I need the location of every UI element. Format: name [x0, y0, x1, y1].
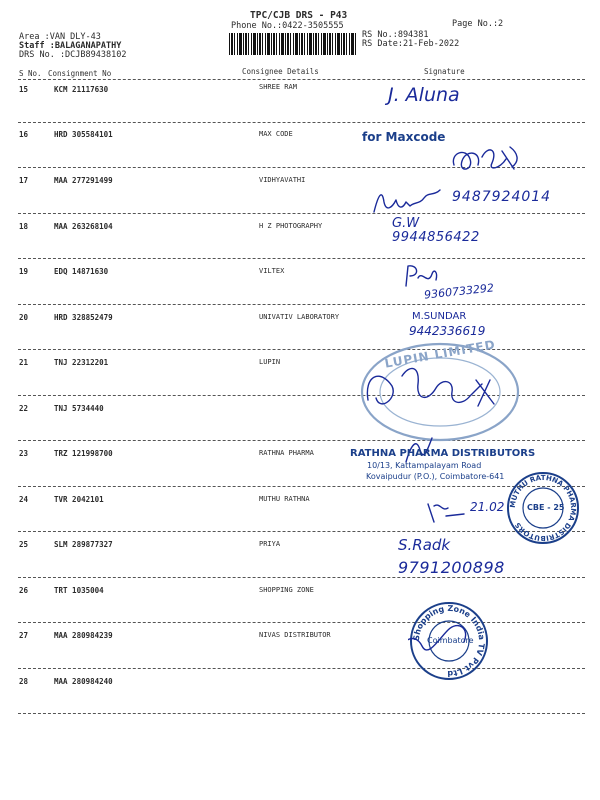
muthu-seal-outer-text: MUTHU RATHNA PHARMA DISTRIBUTORS — [508, 473, 578, 543]
consignment-number: TVR 2042101 — [54, 495, 104, 504]
column-consignee: Consignee Details — [242, 67, 319, 76]
consignment-number: SLM 289877327 — [54, 540, 113, 549]
row-divider — [18, 304, 585, 305]
signature-row-24-icon — [424, 498, 468, 526]
serial-number: 21 — [19, 358, 29, 367]
serial-number: 23 — [19, 449, 29, 458]
page-number: Page No.:2 — [452, 19, 504, 29]
drs-number: DRS No. :DCJB89438102 — [19, 50, 127, 60]
serial-number: 27 — [19, 631, 29, 640]
serial-number: 15 — [19, 85, 29, 94]
area-label: Area :VAN DLY-43 — [19, 32, 101, 42]
consignee-name: LUPIN — [259, 358, 281, 366]
name-row-18: G.W — [392, 216, 420, 231]
shopping-seal-center-text: Coimbatore — [427, 636, 474, 645]
serial-number: 28 — [19, 677, 29, 686]
serial-number: 25 — [19, 540, 29, 549]
consignment-number: TNJ 5734440 — [54, 404, 104, 413]
rathna-stamp-line1: RATHNA PHARMA DISTRIBUTORS — [350, 448, 536, 459]
consignment-number: EDQ 14871630 — [54, 267, 109, 276]
consignee-name: NIVAS DISTRIBUTOR — [259, 631, 331, 639]
consignment-number: MAA 277291499 — [54, 176, 113, 185]
consignment-number: TRZ 121998700 — [54, 449, 113, 458]
consignee-name: RATHNA PHARMA — [259, 449, 314, 457]
consignment-number: MAA 280984240 — [54, 677, 113, 686]
name-row-25: S.Radk — [398, 536, 451, 554]
phone-row-20: 9442336619 — [409, 324, 486, 338]
header-divider — [18, 79, 585, 80]
phone-row-17: 9487924014 — [452, 189, 552, 205]
consignment-number: HRD 305584101 — [54, 130, 113, 139]
rs-number: RS No.:894381 — [362, 30, 429, 40]
consignee-name: VILTEX — [259, 267, 285, 275]
consignee-name: SHOPPING ZONE — [259, 586, 314, 594]
column-signature: Signature — [424, 67, 465, 76]
staff-key: Staff : — [19, 41, 55, 51]
column-consignment: Consignment No — [48, 69, 112, 78]
rathna-stamp-line2: 10/13, Kattampalayam Road — [367, 461, 482, 470]
consignee-name: UNIVATIV LABORATORY — [259, 313, 340, 321]
name-row-20: M.SUNDAR — [412, 311, 467, 322]
consignment-number: HRD 328852479 — [54, 313, 113, 322]
phone-row-25: 9791200898 — [398, 558, 505, 577]
consignee-name: PRIYA — [259, 540, 281, 548]
consignee-name: SHREE RAM — [259, 83, 297, 91]
serial-number: 22 — [19, 404, 29, 413]
phone-row-19: 9360733292 — [423, 281, 495, 302]
row-divider — [18, 122, 585, 123]
signature-scribble-icon — [448, 139, 528, 179]
rathna-stamp-line3: Kovaipudur (P.O.), Coimbatore-641 — [366, 472, 505, 481]
consignee-name: VIDHYAVATHI — [259, 176, 306, 184]
consignee-name: MAX CODE — [259, 130, 293, 138]
shopping-seal-outer-text: Shopping Zone India TV Pvt Ltd — [411, 603, 487, 679]
barcode — [229, 33, 357, 55]
row-divider — [18, 531, 585, 532]
consignment-number: MAA 263268104 — [54, 222, 113, 231]
row-divider — [18, 713, 585, 714]
row-divider — [18, 577, 585, 578]
serial-number: 24 — [19, 495, 29, 504]
signature-row-19-icon — [398, 260, 442, 290]
row-divider — [18, 486, 585, 487]
consignment-number: MAA 280984239 — [54, 631, 113, 640]
row-divider — [18, 213, 585, 214]
phone-row-18: 9944856422 — [392, 230, 480, 245]
consignment-number: TRT 1035004 — [54, 586, 104, 595]
signature-row-15: J. Aluna — [388, 84, 460, 106]
serial-number: 17 — [19, 176, 29, 185]
column-sno: S No. — [19, 69, 42, 78]
serial-number: 19 — [19, 267, 29, 276]
serial-number: 18 — [19, 222, 29, 231]
row-divider — [18, 622, 585, 623]
lupin-stamp-text: LUPIN LIMITED — [383, 337, 497, 371]
serial-number: 16 — [19, 130, 29, 139]
consignment-number: KCM 21117630 — [54, 85, 109, 94]
rs-date: RS Date:21-Feb-2022 — [362, 39, 460, 49]
date-row-24: 21.02 — [470, 500, 505, 514]
consignee-name: H Z PHOTOGRAPHY — [259, 222, 323, 230]
maxcode-stamp: for Maxcode — [362, 130, 446, 144]
signature-row-17-icon — [368, 182, 453, 218]
document-title: TPC/CJB DRS - P43 — [250, 10, 348, 21]
row-divider — [18, 258, 585, 259]
row-divider — [18, 668, 585, 669]
muthu-seal-center-text: CBE - 25 — [527, 503, 565, 512]
serial-number: 20 — [19, 313, 29, 322]
consignment-number: TNJ 22312201 — [54, 358, 109, 367]
consignee-name: MUTHU RATHNA — [259, 495, 310, 503]
phone-number: Phone No.:0422-3505555 — [231, 21, 344, 31]
staff-value: BALAGANAPATHY — [54, 41, 122, 51]
serial-number: 26 — [19, 586, 29, 595]
